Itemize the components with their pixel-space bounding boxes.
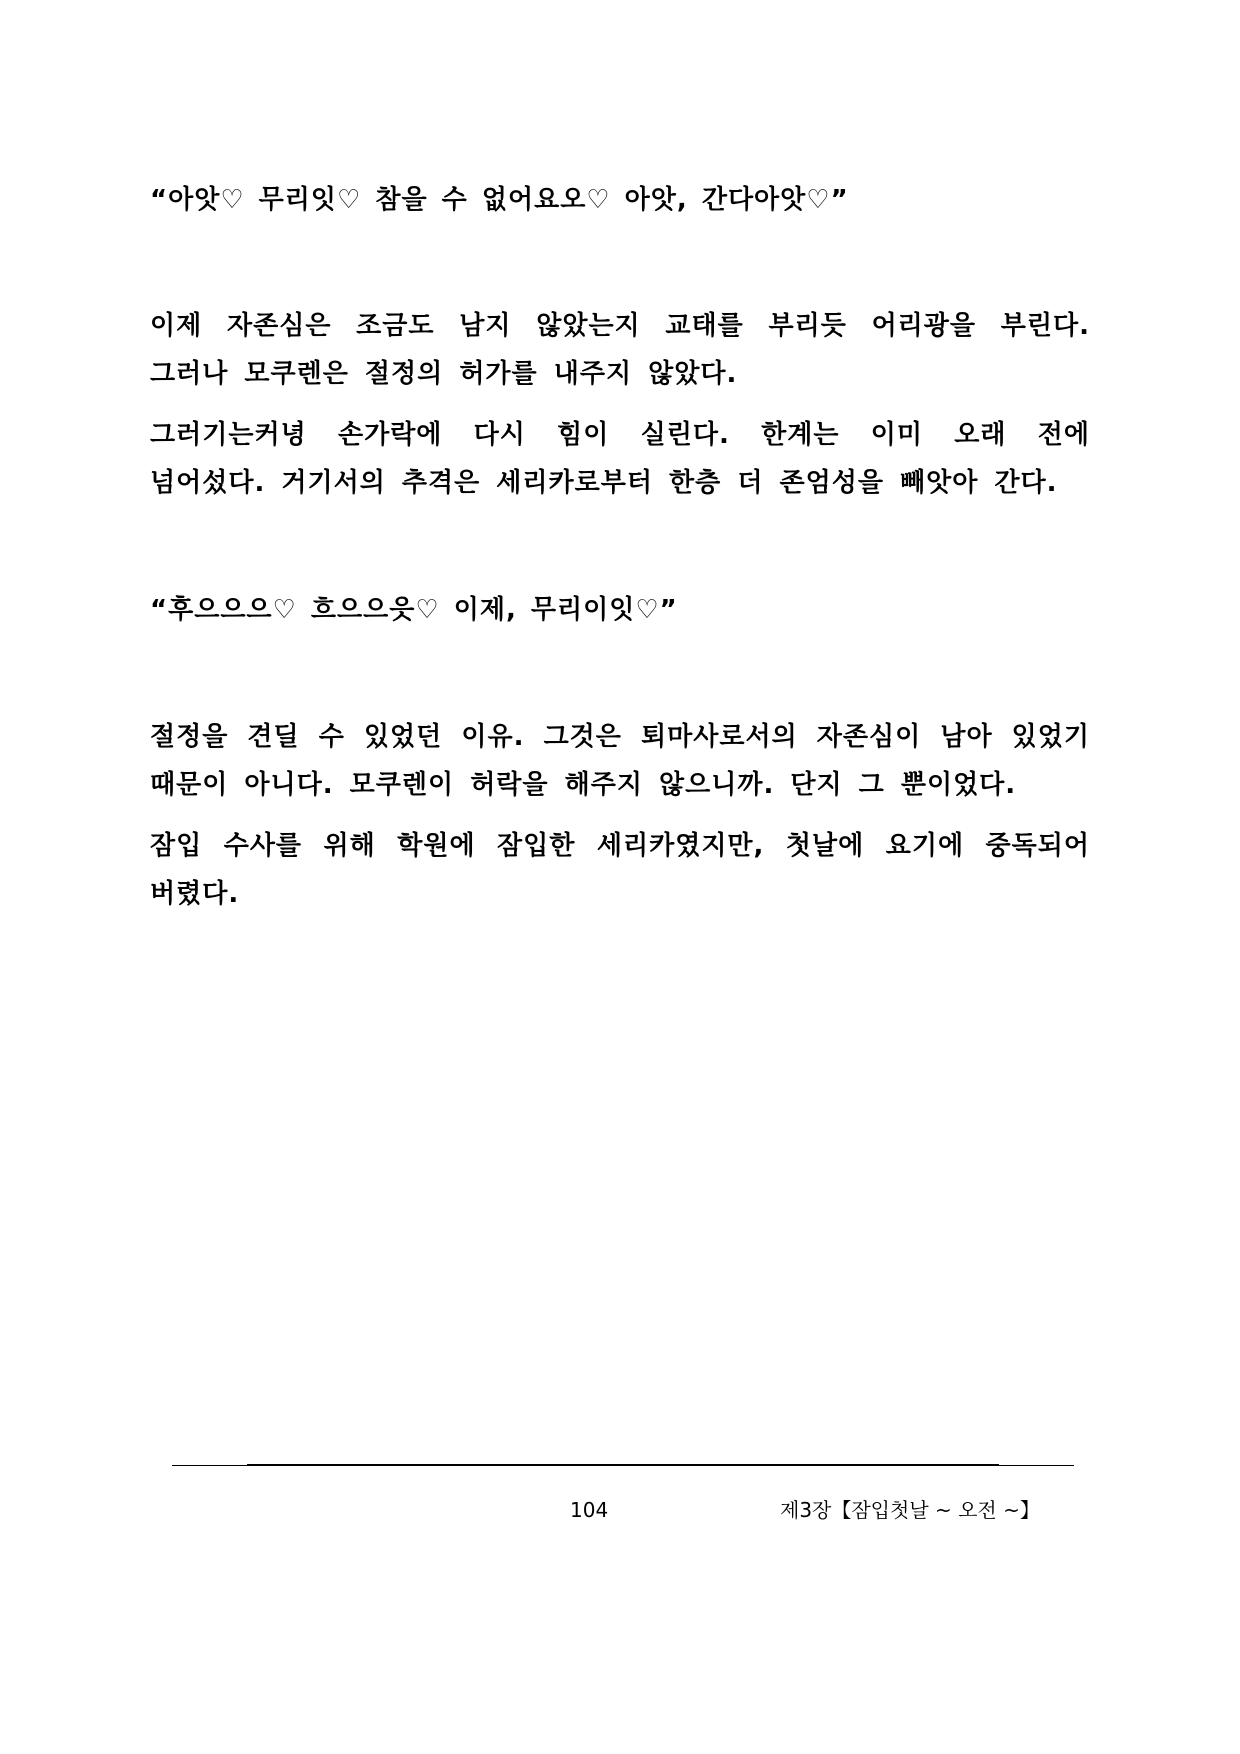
page-number: 104	[570, 1498, 609, 1522]
chapter-title: 제3장【잠입첫날 ~ 오전 ~】	[780, 1498, 1040, 1522]
dialogue-line: “후으으으♡ 흐으으읏♡ 이제, 무리이잇♡”	[150, 595, 678, 625]
dialogue-line: “아앗♡ 무리잇♡ 참을 수 없어요오♡ 아앗, 간다아앗♡”	[150, 185, 849, 215]
narration-paragraph: 그러기는커녕 손가락에 다시 힘이 실린다. 한계는 이미 오래 전에 넘어섰다. 거기서의 추격은 세리카로부터 한층 더 존엄성을 빼앗아 간다.	[150, 420, 1090, 498]
narration-paragraph: 잠입 수사를 위해 학원에 잠입한 세리카였지만, 첫날에 요기에 중독되어 버렸다.	[150, 831, 1090, 909]
footer-divider-accent	[247, 1464, 999, 1466]
narration-paragraph: 이제 자존심은 조금도 남지 않았는지 교태를 부리듯 어리광을 부린다. 그러나 모쿠렌은 절정의 허가를 내주지 않았다.	[150, 311, 1090, 389]
narration-paragraph: 절정을 견딜 수 있었던 이유. 그것은 퇴마사로서의 자존심이 남아 있었기 때문이 아니다. 모쿠렌이 허락을 해주지 않으니까. 단지 그 뿐이었다.	[150, 722, 1090, 800]
